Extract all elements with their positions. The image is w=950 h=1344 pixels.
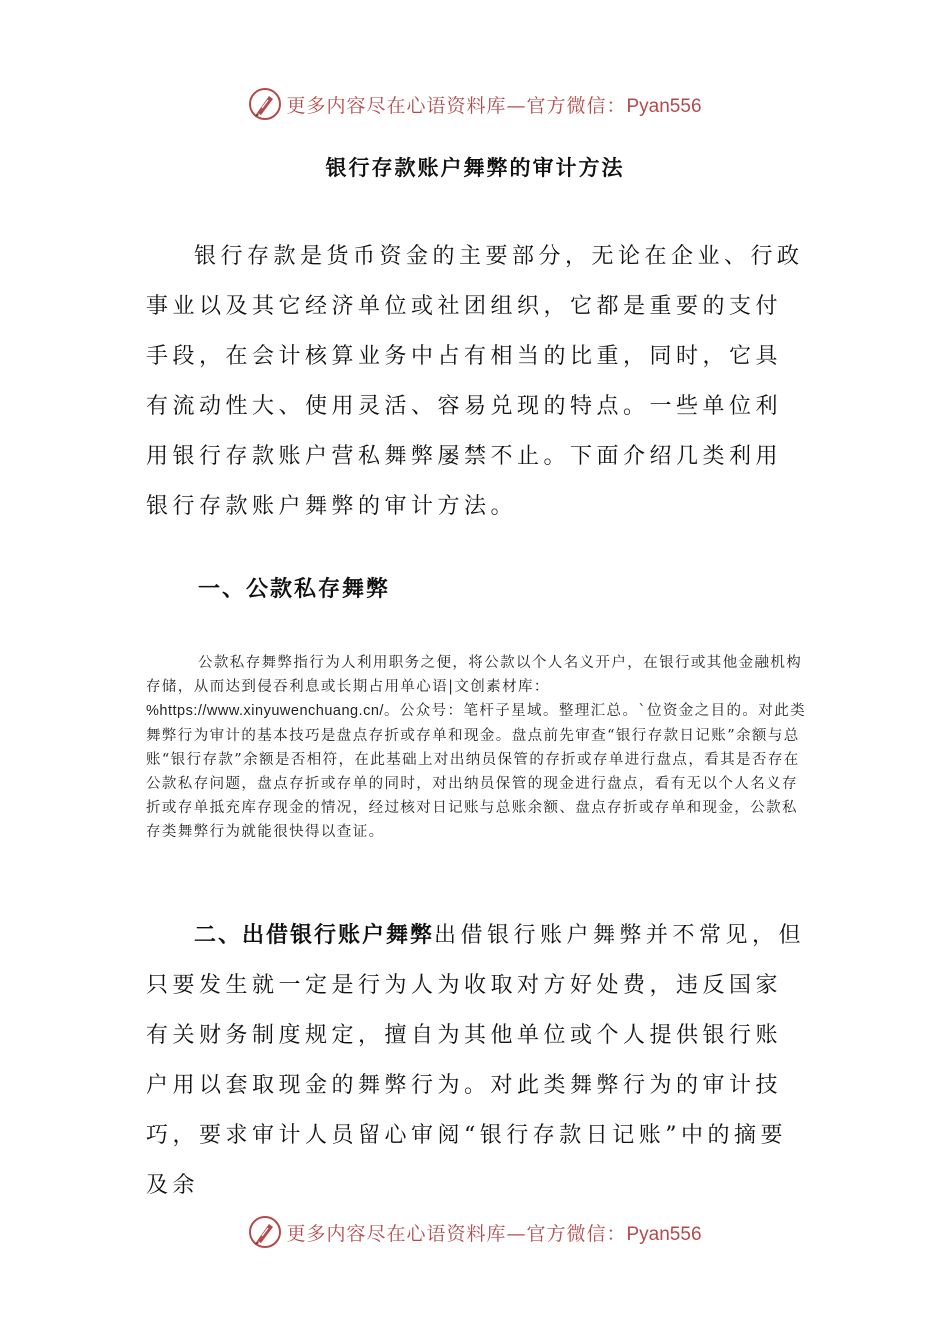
section1-body-part1: 公款私存舞弊指行为人利用职务之便，将公款以个人名义开户，在银行或其他金融机构存储，从而达到侵吞利息或长期占用单心语|文创素材库： — [146, 655, 803, 696]
source-url: %https://www.xinyuwenchuang.cn/ — [146, 703, 384, 720]
watermark-text — [286, 91, 701, 118]
footer-watermark — [0, 1212, 950, 1252]
header-watermark — [0, 84, 950, 124]
section1-body-part2: 。公众号：笔杆子星域。整理汇总。`位资金之目的。对此类舞弊行为审计的基本技巧是盘点存折或存单和现金。盘点前先审查“银行存款日记账”余额与总账“银行存款”余额是否相符，在此基础上对出纳员保管的存折或存单进行盘点，看其是否存在公款私存问题，盘点存折或存单的同时，对出纳员保管的现金进行盘点，看有无以个人名义存折或存单抵充库存现金的情况，经过核对日记账与总账余额、盘点存折或存单和现金，公款私存类舞弊行为就能很快得以查证。 — [146, 703, 807, 841]
section1-heading: 一、公款私存舞弊 — [198, 577, 391, 602]
pen-nib-icon — [248, 1215, 282, 1249]
section1-body — [146, 651, 808, 845]
pen-nib-icon — [248, 87, 282, 121]
section2-paragraph — [146, 911, 808, 1211]
page-title: 银行存款账户舞弊的审计方法 — [325, 156, 625, 180]
intro-paragraph: 银行存款是货币资金的主要部分，无论在企业、行政事业以及其它经济单位或社团组织，它都是重要的支付手段，在会计核算业务中占有相当的比重，同时，它具有流动性大、使用灵活、容易兑现的特点。一些单位利用银行存款账户营私舞弊屡禁不止。下面介绍几类利用银行存款账户舞弊的审计方法。 — [146, 244, 804, 519]
watermark-text — [286, 1219, 701, 1246]
wechat-id: Pyan556 — [626, 1223, 702, 1245]
watermark-label: 更多内容尽在心语资料库—官方微信： — [286, 1222, 627, 1245]
watermark-label: 更多内容尽在心语资料库—官方微信： — [286, 94, 627, 117]
section2-body: 出借银行账户舞弊并不常见，但只要发生就一定是行为人为收取对方好处费，违反国家有关财务制度规定，擅自为其他单位或个人提供银行账户用以套取现金的舞弊行为。对此类舞弊行为的审计技巧，要求审计人员留心审阅“银行存款日记账”中的摘要及余 — [146, 923, 806, 1198]
wechat-id: Pyan556 — [626, 95, 702, 117]
section2-heading: 二、出借银行账户舞弊 — [194, 923, 435, 948]
